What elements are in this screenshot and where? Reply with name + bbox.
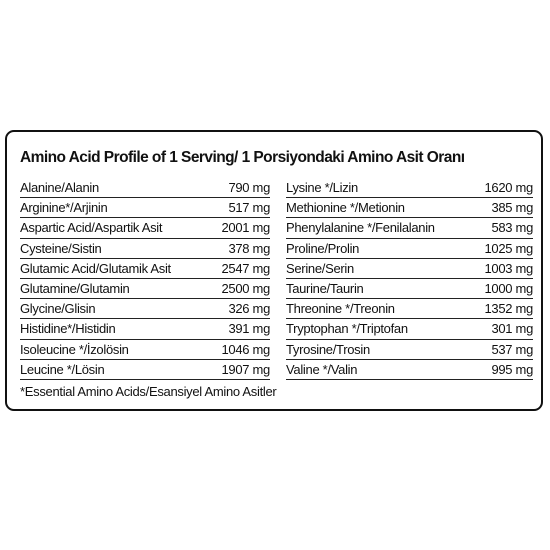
amino-acid-name: Valine */Valin (286, 361, 358, 377)
amino-acid-name: Aspartic Acid/Aspartik Asit (20, 220, 163, 236)
table-row (286, 178, 533, 198)
table-title: Amino Acid Profile of 1 Serving/ 1 Porsiyondaki Amino Asit Oranı (20, 149, 465, 166)
amino-acid-amount: 1003 mg (484, 260, 533, 276)
table-row (286, 279, 533, 299)
amino-acid-name: Proline/Prolin (286, 240, 360, 256)
amino-acid-amount: 326 mg (228, 301, 270, 317)
amino-acid-amount: 1620 mg (484, 180, 533, 195)
amino-acid-amount: 301 mg (491, 321, 533, 337)
amino-acid-name: Phenylalanine */Fenilalanin (286, 220, 435, 236)
amino-acid-name: Lysine */Lizin (286, 180, 358, 195)
amino-acid-name: Isoleucine */İzolösin (20, 341, 129, 357)
amino-acid-amount: 1907 mg (221, 361, 270, 377)
table-row (286, 218, 533, 238)
amino-acid-amount: 1025 mg (484, 240, 533, 256)
essential-footnote: *Essential Amino Acids/Esansiyel Amino Asitler (20, 384, 277, 399)
table-row (286, 360, 533, 380)
table-row (286, 239, 533, 259)
amino-acid-amount: 1352 mg (484, 301, 533, 317)
amino-acid-amount: 790 mg (228, 180, 270, 195)
table-row (286, 299, 533, 319)
amino-acid-amount: 2547 mg (221, 260, 270, 276)
amino-acid-amount: 517 mg (228, 200, 270, 216)
amino-acid-name: Glutamic Acid/Glutamik Asit (20, 260, 171, 276)
amino-acid-name: Methionine */Metionin (286, 200, 405, 216)
amino-acid-amount: 2500 mg (221, 280, 270, 296)
amino-acid-name: Threonine */Treonin (286, 301, 395, 317)
table-row (20, 178, 270, 198)
table-row (286, 259, 533, 279)
amino-acid-amount: 385 mg (491, 200, 533, 216)
amino-acid-amount: 995 mg (491, 361, 533, 377)
amino-acid-name: Tyrosine/Trosin (286, 341, 370, 357)
amino-acid-table (5, 130, 543, 411)
amino-acid-name: Tryptophan */Triptofan (286, 321, 408, 337)
amino-acid-amount: 1000 mg (484, 280, 533, 296)
table-row (20, 360, 270, 380)
table-row (20, 259, 270, 279)
table-row (20, 299, 270, 319)
table-row (20, 279, 270, 299)
amino-acid-amount: 537 mg (491, 341, 533, 357)
amino-acid-name: Glutamine/Glutamin (20, 280, 130, 296)
table-row (286, 340, 533, 360)
amino-acid-name: Alanine/Alanin (20, 180, 99, 195)
table-row (20, 218, 270, 238)
amino-acid-name: Arginine*/Arjinin (20, 200, 108, 216)
table-row (20, 239, 270, 259)
table-row (20, 198, 270, 218)
amino-acid-amount: 2001 mg (221, 220, 270, 236)
amino-acid-amount: 1046 mg (221, 341, 270, 357)
amino-acid-name: Cysteine/Sistin (20, 240, 102, 256)
amino-acid-name: Glycine/Glisin (20, 301, 96, 317)
amino-acid-name: Serine/Serin (286, 260, 354, 276)
amino-acid-name: Histidine*/Histidin (20, 321, 116, 337)
table-row (286, 198, 533, 218)
table-row (20, 319, 270, 339)
amino-acid-amount: 391 mg (228, 321, 270, 337)
amino-acid-amount: 583 mg (491, 220, 533, 236)
right-column (286, 178, 533, 380)
table-row (286, 319, 533, 339)
amino-acid-name: Leucine */Lösin (20, 361, 105, 377)
left-column (20, 178, 270, 380)
amino-acid-name: Taurine/Taurin (286, 280, 364, 296)
table-row (20, 340, 270, 360)
amino-acid-amount: 378 mg (228, 240, 270, 256)
